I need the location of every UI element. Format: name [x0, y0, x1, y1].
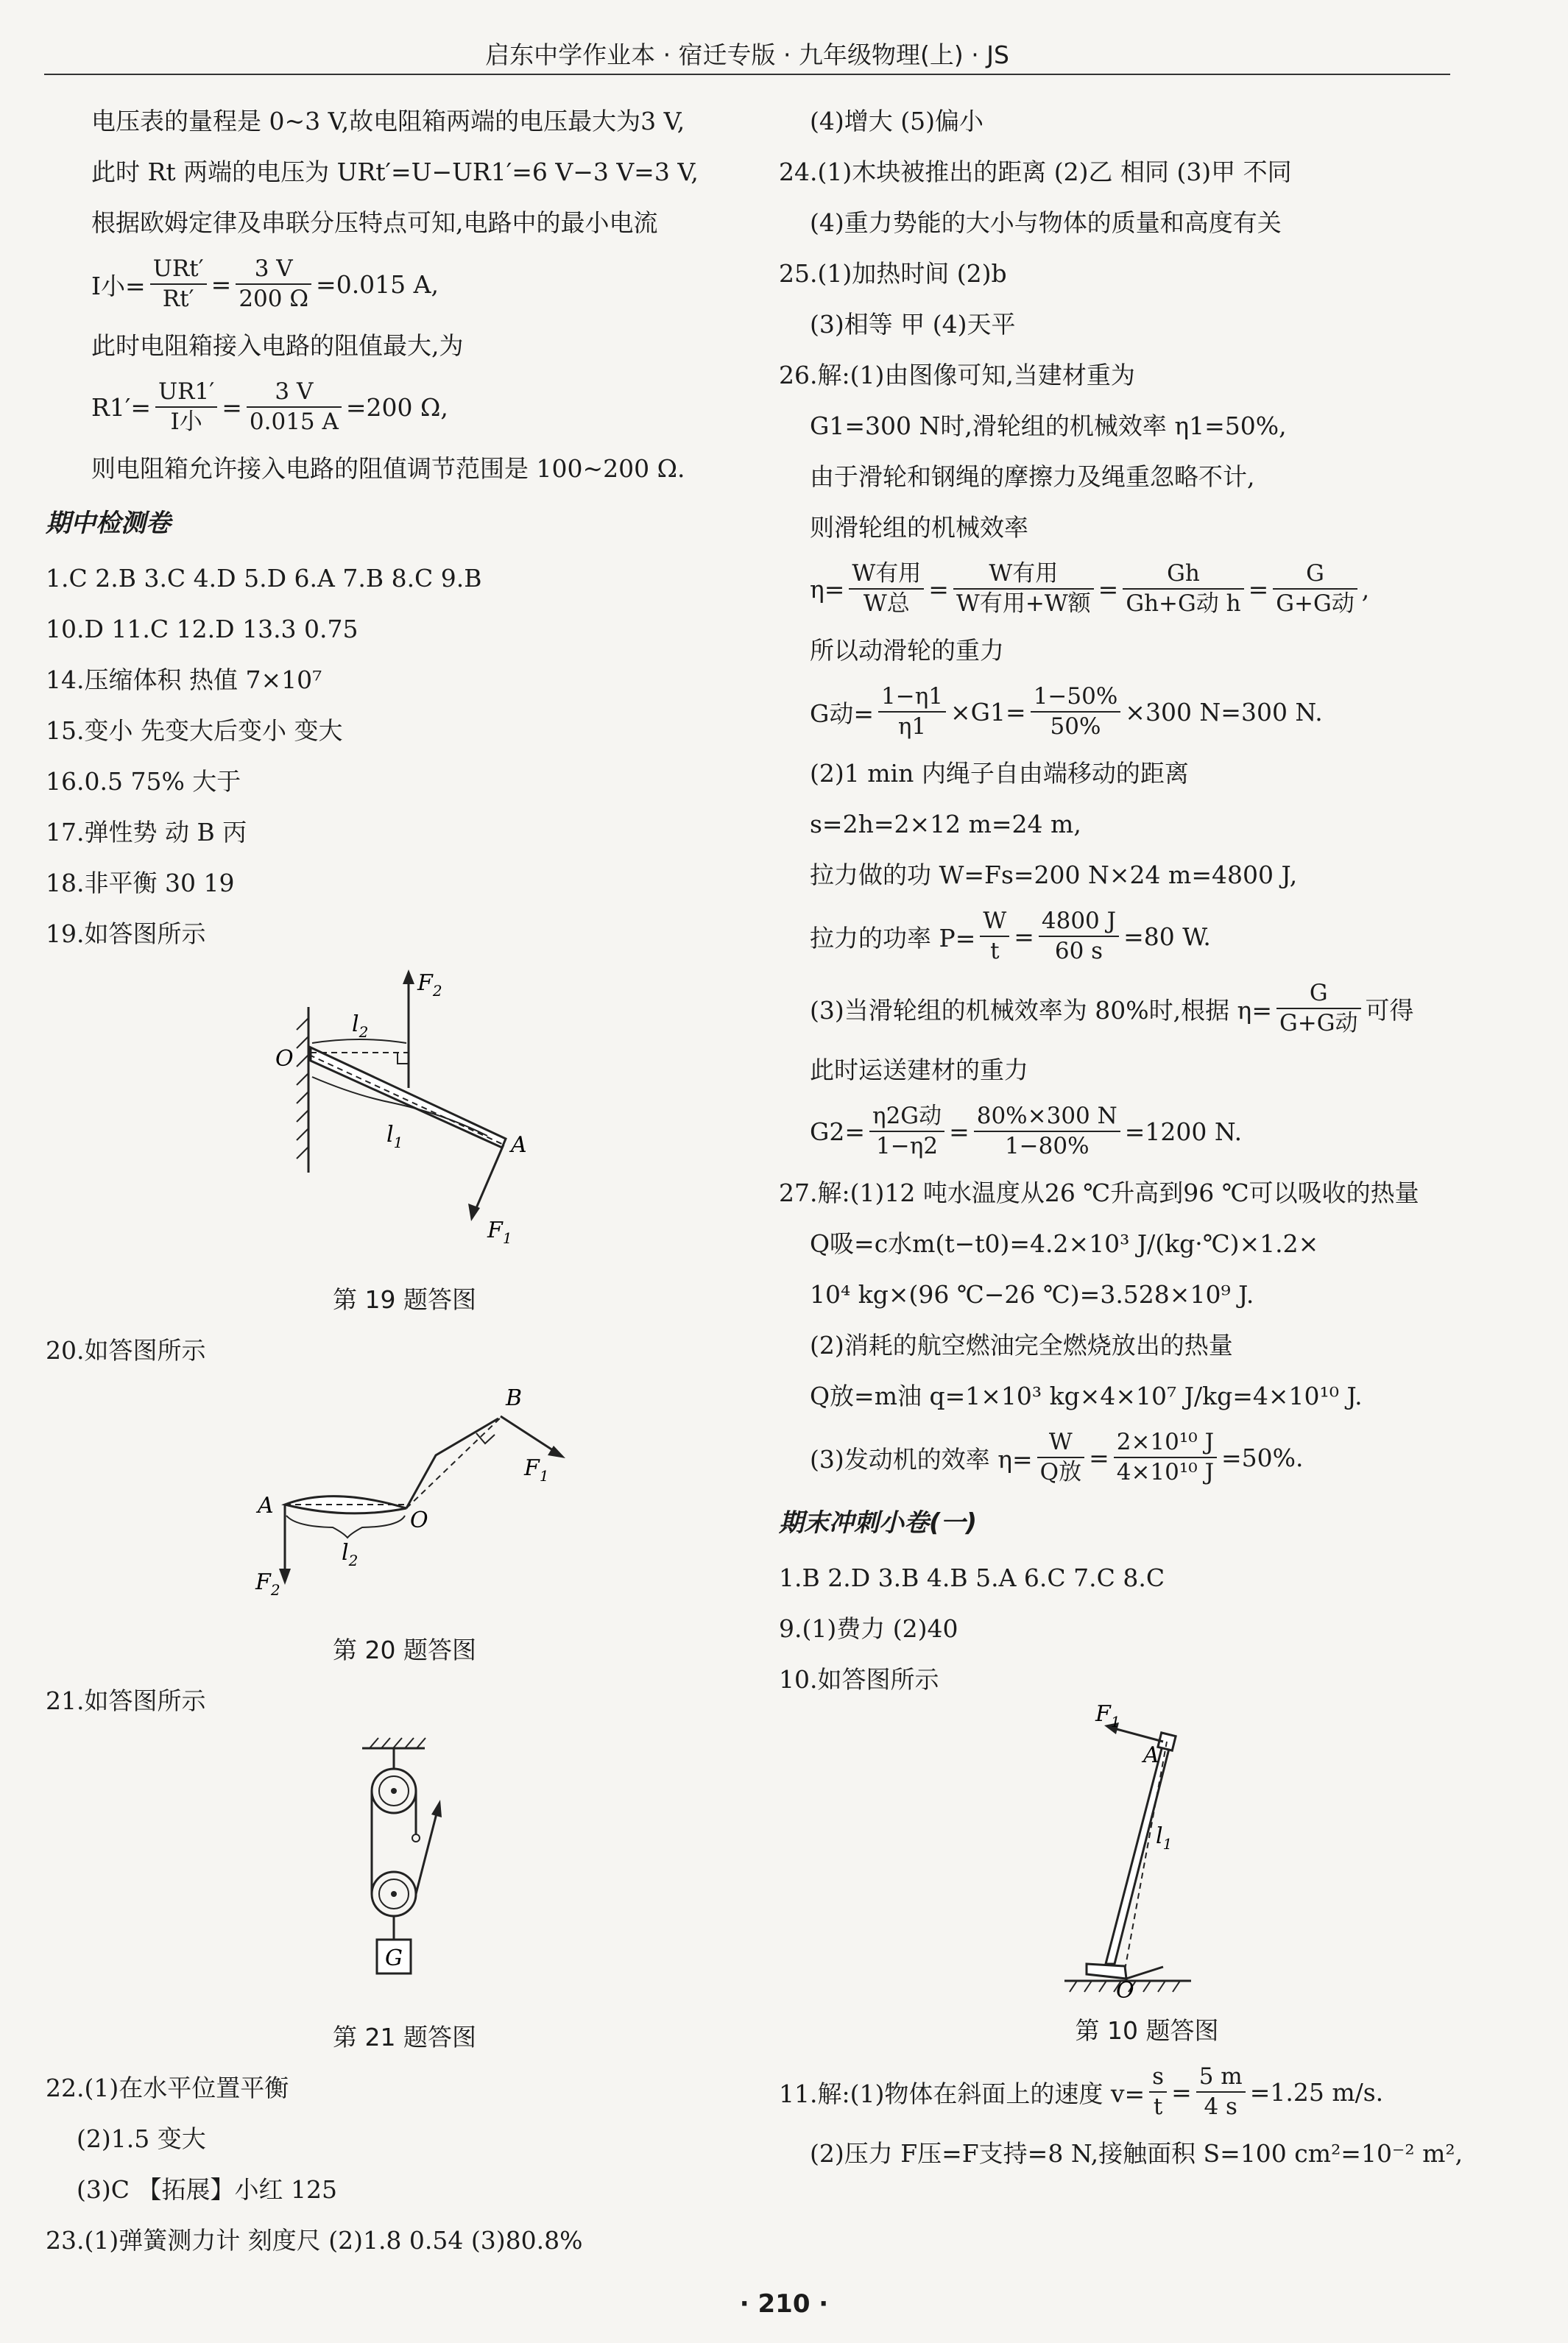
- fraction: $\frac{\text{W有用}}{\text{W有用+W额}}$: [953, 559, 1094, 618]
- fraction: $\frac{3 V}{200 \Omega}$: [236, 255, 311, 314]
- fraction: $\frac{s}{t}$: [1149, 2063, 1167, 2121]
- answer-line: 19.如答图所示: [46, 919, 206, 948]
- label-a: A: [258, 1493, 274, 1519]
- formula-efficiency: η= $\frac{\text{W有用}}{\text{W总}}$ = $\frac{\text{W有用}}{\text{W有用+W额}}$ = $\frac{Gh}{\text{Gh+G动 h}}$ = $\frac{G}{\text{G+G动}}$ ,: [810, 560, 1370, 617]
- fraction: $\frac{\text{W有用}}{\text{W总}}$: [849, 559, 924, 618]
- fraction: $\frac{\text{η2G动}}{1-\eta 2}$: [869, 1102, 944, 1161]
- text-line: 10⁴ kg×(96 ℃−26 ℃)=3.528×10⁹ J.: [810, 1280, 1254, 1309]
- fraction: $\frac{Gh}{\text{Gh+G动 h}}$: [1123, 559, 1243, 618]
- answer-line: 14.压缩体积 热值 7×10⁷: [46, 665, 322, 694]
- label-g: G: [385, 1946, 403, 1971]
- figure-caption: 第 10 题答图: [1075, 2016, 1219, 2045]
- text-line: 根据欧姆定律及串联分压特点可知,电路中的最小电流: [91, 208, 658, 237]
- text-line: 则滑轮组的机械效率: [810, 513, 1028, 542]
- text-line: Q吸=c水m(t−t0)=4.2×10³ J/(kg·℃)×1.2×: [810, 1229, 1319, 1258]
- text-line: 此时电阻箱接入电路的阻值最大,为: [91, 331, 464, 360]
- fraction: $\frac{\text{URt′}}{Rt'}$: [150, 255, 207, 314]
- text-line: s=2h=2×12 m=24 m,: [810, 810, 1081, 838]
- answer-line: 1.C 2.B 3.C 4.D 5.D 6.A 7.B 8.C 9.B: [46, 564, 482, 593]
- formula-power: 拉力的功率 P= $\frac{W}{t}$ = $\frac{4800 J}{60 s}$ =80 W.: [810, 908, 1211, 964]
- page-header: 启东中学作业本 · 宿迁专版 · 九年级物理(上) · JS: [44, 40, 1450, 75]
- answer-line: 1.B 2.D 3.B 4.B 5.A 6.C 7.C 8.C: [779, 1563, 1165, 1592]
- formula-pulley-weight: G动= $\frac{1-\eta 1}{\eta 1}$ ×G1= $\frac{1-50\%}{50\%}$ ×300 N=300 N.: [810, 683, 1323, 740]
- label-l1: $l_1$: [1156, 1823, 1173, 1853]
- text-line: Q放=m油 q=1×10³ kg×4×10⁷ J/kg=4×10¹⁰ J.: [810, 1382, 1363, 1410]
- answer-line: (3)相等 甲 (4)天平: [810, 310, 1016, 339]
- fraction: $\frac{80\%\times 300 N}{1-80\%}$: [974, 1102, 1120, 1161]
- label-a: A: [1143, 1742, 1159, 1768]
- formula-lhs: I小=: [91, 271, 146, 300]
- answer-line: 23.(1)弹簧测力计 刻度尺 (2)1.8 0.54 (3)80.8%: [46, 2226, 583, 2255]
- answer-line: (3)C 【拓展】小红 125: [77, 2175, 337, 2204]
- fraction: $\frac{5 m}{4 s}$: [1196, 2063, 1246, 2121]
- figure-21: [46, 1726, 763, 2006]
- page-number: · 210 ·: [739, 2289, 829, 2319]
- formula-result: =200 Ω,: [345, 392, 448, 422]
- label-f2: $F_2$: [255, 1569, 280, 1599]
- label-b: B: [506, 1385, 523, 1411]
- fraction: $\frac{4800 J}{60 s}$: [1039, 907, 1119, 966]
- label-l1: $l_1$: [386, 1122, 403, 1151]
- fraction: $\frac{3 V}{0.015 A}$: [247, 378, 342, 437]
- label-f1: $F_1$: [487, 1218, 512, 1247]
- formula-lhs: R1′=: [91, 392, 151, 422]
- label-o: O: [410, 1508, 428, 1533]
- answer-line: 21.如答图所示: [46, 1686, 206, 1715]
- text-line: 此时运送建材的重力: [810, 1056, 1028, 1084]
- answer-line: 24.(1)木块被推出的距离 (2)乙 相同 (3)甲 不同: [779, 158, 1292, 186]
- fraction: $\frac{G}{\text{G+G动}}$: [1276, 979, 1361, 1038]
- figure-caption: 第 19 题答图: [333, 1285, 476, 1314]
- label-f1: $F_1$: [1095, 1705, 1120, 1731]
- formula-condition: (3)当滑轮组的机械效率为 80%时,根据 η= $\frac{G}{\text{G+G动}}$ 可得: [810, 980, 1414, 1036]
- formula-engine-efficiency: (3)发动机的效率 η= $\frac{W}{\text{Q放}}$ = $\frac{\text{2×10¹⁰ J}}{\text{4×10¹⁰ J}}$ =50%.: [810, 1429, 1304, 1485]
- answer-line: 18.非平衡 30 19: [46, 869, 235, 897]
- label-f1: $F_1$: [524, 1455, 549, 1485]
- answer-line: 22.(1)在水平位置平衡: [46, 2074, 289, 2102]
- label-f2: $F_2$: [417, 970, 442, 1000]
- fraction: $\frac{1-50\%}{50\%}$: [1031, 682, 1121, 741]
- label-l2: $l_2$: [352, 1011, 369, 1041]
- answer-line: 20.如答图所示: [46, 1336, 206, 1365]
- answer-line: 26.解:(1)由图像可知,当建材重为: [779, 361, 1135, 389]
- label-o: O: [275, 1046, 294, 1072]
- text-line: 电压表的量程是 0~3 V,故电阻箱两端的电压最大为3 V,: [91, 107, 685, 135]
- fraction: $\frac{W}{t}$: [980, 907, 1009, 966]
- section-title-final: 期末冲刺小卷(一): [779, 1508, 978, 1538]
- label-l2: $l_2$: [342, 1540, 359, 1569]
- formula-velocity: 11.解:(1)物体在斜面上的速度 v= $\frac{s}{t}$ = $\frac{5 m}{4 s}$ =1.25 m/s.: [779, 2063, 1384, 2120]
- figure-10: [779, 1705, 1515, 1999]
- right-column: [779, 96, 1515, 2179]
- answer-line: (4)重力势能的大小与物体的质量和高度有关: [810, 208, 1282, 237]
- text-line: 所以动滑轮的重力: [810, 636, 1004, 665]
- answer-line: 17.弹性势 动 B 丙: [46, 818, 247, 847]
- fraction: $\frac{W}{\text{Q放}}$: [1037, 1428, 1084, 1487]
- fraction: $\frac{UR1'}{\text{I小}}$: [155, 378, 217, 437]
- answer-line: (2)1.5 变大: [77, 2124, 206, 2153]
- text-line: (2)压力 F压=F支持=8 N,接触面积 S=100 cm²=10⁻² m²,: [810, 2139, 1463, 2168]
- answer-line: 16.0.5 75% 大于: [46, 767, 241, 796]
- fraction: $\frac{\text{2×10¹⁰ J}}{\text{4×10¹⁰ J}}$: [1114, 1428, 1217, 1487]
- fraction: $\frac{G}{\text{G+G动}}$: [1273, 559, 1357, 618]
- figure-20: [46, 1376, 763, 1619]
- label-o: O: [1116, 1978, 1134, 1999]
- text-line: 则电阻箱允许接入电路的阻值调节范围是 100~200 Ω.: [91, 454, 685, 483]
- figure-caption: 第 20 题答图: [333, 1636, 476, 1664]
- text-line: (2)1 min 内绳子自由端移动的距离: [810, 759, 1189, 788]
- formula-weight-g2: G2= $\frac{\text{η2G动}}{1-\eta 2}$ = $\frac{80\%\times 300 N}{1-80\%}$ =1200 N.: [810, 1103, 1243, 1159]
- label-a: A: [511, 1132, 527, 1158]
- figure-19: [46, 959, 763, 1268]
- text-line: 此时 Rt 两端的电压为 URt′=U−UR1′=6 V−3 V=3 V,: [91, 158, 699, 186]
- text-line: 拉力做的功 W=Fs=200 N×24 m=4800 J,: [810, 860, 1298, 889]
- figure-caption: 第 21 题答图: [333, 2023, 476, 2052]
- answer-line: 10.如答图所示: [779, 1665, 939, 1694]
- answer-line: 9.(1)费力 (2)40: [779, 1614, 958, 1643]
- left-column: [46, 96, 763, 2266]
- answer-line: 27.解:(1)12 吨水温度从26 ℃升高到96 ℃可以吸收的热量: [779, 1178, 1419, 1207]
- formula-resistance: R1′= $\frac{UR1'}{\text{I小}}$ = $\frac{3 V}{0.015 A}$ =200 Ω,: [91, 378, 448, 435]
- text-line: (2)消耗的航空燃油完全燃烧放出的热量: [810, 1331, 1233, 1360]
- formula-current: I小= $\frac{\text{URt′}}{Rt'}$ = $\frac{3 V}{200 \Omega}$ =0.015 A,: [91, 255, 439, 312]
- answer-line: 15.变小 先变大后变小 变大: [46, 716, 343, 745]
- text-line: G1=300 N时,滑轮组的机械效率 η1=50%,: [810, 411, 1287, 440]
- answer-line: 25.(1)加热时间 (2)b: [779, 259, 1007, 288]
- text-line: 由于滑轮和钢绳的摩擦力及绳重忽略不计,: [810, 462, 1255, 491]
- fraction: $\frac{1-\eta 1}{\eta 1}$: [878, 682, 946, 741]
- section-title-midterm: 期中检测卷: [46, 509, 171, 538]
- formula-result: =0.015 A,: [316, 269, 439, 299]
- answer-line: (4)增大 (5)偏小: [810, 107, 983, 135]
- answer-line: 10.D 11.C 12.D 13.3 0.75: [46, 615, 359, 643]
